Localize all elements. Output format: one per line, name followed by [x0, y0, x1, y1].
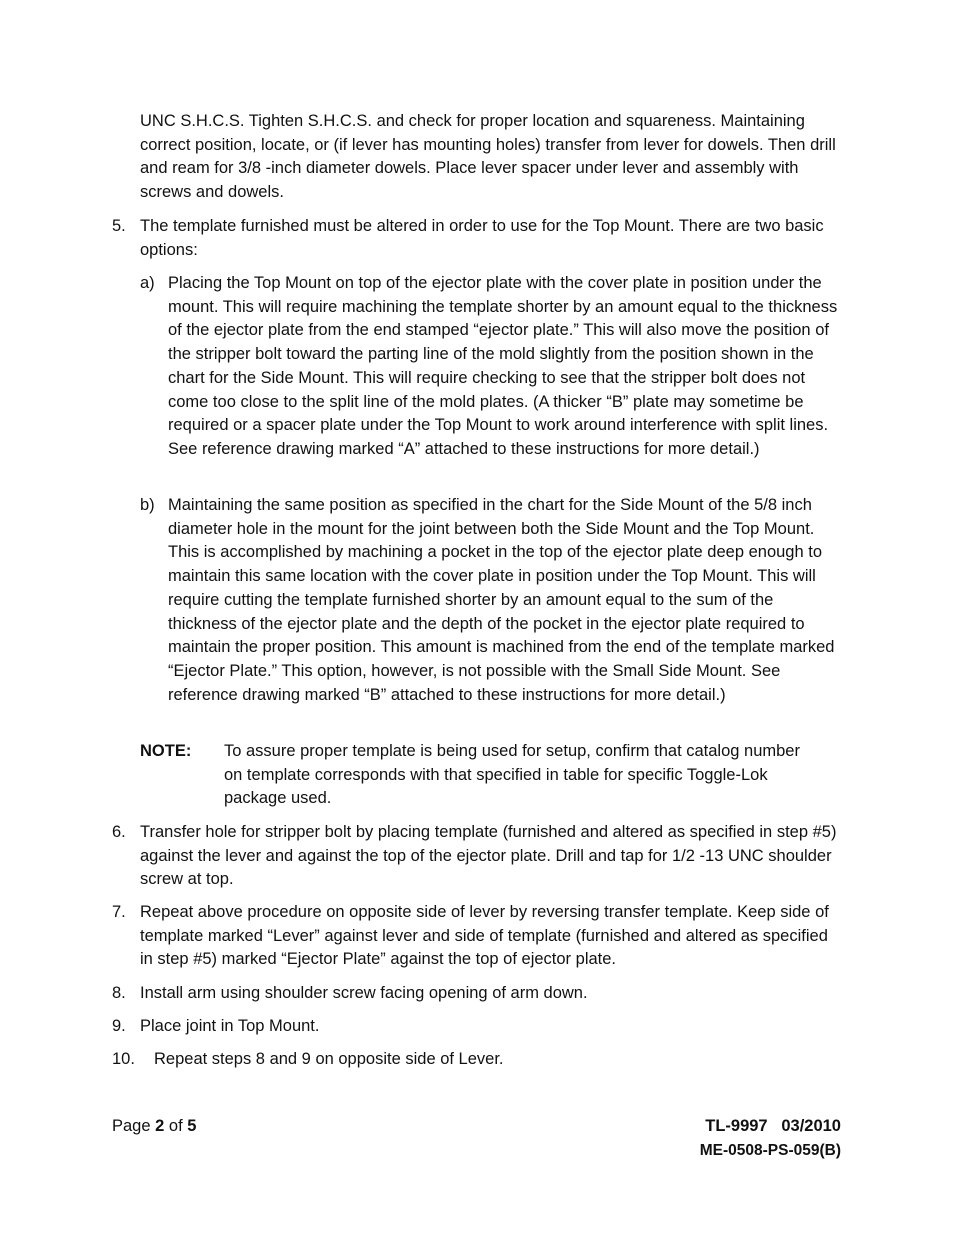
- page-number: [112, 1115, 196, 1139]
- note-text: To assure proper template is being used for setup, confirm that catalog number on template corresponds with that specified in table for specific Toggle-Lok package used.: [224, 742, 800, 808]
- doc-ref: ME-0508-PS-059(B): [699, 1141, 841, 1159]
- step-text: Place joint in Top Mount.: [140, 1017, 320, 1035]
- step-text: Repeat steps 8 and 9 on opposite side of Lever.: [154, 1050, 504, 1068]
- page-of: of: [164, 1117, 188, 1135]
- step-number: 10.: [112, 1050, 135, 1068]
- step-text: Install arm using shoulder screw facing opening of arm down.: [140, 984, 588, 1002]
- step-number: 5.: [112, 217, 126, 235]
- document-reference: [700, 1115, 841, 1162]
- option-text: Maintaining the same position as specified in the chart for the Side Mount of the 5/8 inch diameter hole in the mount for the joint between both the Side Mount and the Top Mount. This is accomplished by machining a pocket in the top of the ejector plate deep enough to maintain this same location with the cover plate in position under the Top Mount. This will require cutting the template furnished shorter by an amount equal to the sum of the thickness of the ejector plate and the depth of the pocket in the ejector plate required to maintain the proper position. This amount is machined from the end of the template marked “Ejector Plate.” This option, however, is not possible with the Small Side Mount. See reference drawing marked “B” attached to these instructions for more detail.): [168, 496, 835, 704]
- option-label: a): [140, 274, 155, 292]
- page-current: 2: [155, 1117, 165, 1135]
- step-text: Transfer hole for stripper bolt by placing template (furnished and altered as specified in step #5) against the lever and against the top of the ejector plate. Drill and tap for 1/2 -13 UNC shoulder screw at top.: [140, 823, 837, 889]
- step-number: 7.: [112, 903, 126, 921]
- step-number: 6.: [112, 823, 126, 841]
- step-text: The template furnished must be altered in order to use for the Top Mount. There are two basic options:: [140, 217, 824, 259]
- page-prefix: Page: [112, 1117, 156, 1135]
- note-label: NOTE:: [140, 742, 192, 760]
- option-label: b): [140, 496, 155, 514]
- doc-code: TL-9997 03/2010: [705, 1117, 841, 1135]
- step-number: 9.: [112, 1017, 126, 1035]
- step-number: 8.: [112, 984, 126, 1002]
- page-total: 5: [187, 1117, 197, 1135]
- option-text: Placing the Top Mount on top of the ejector plate with the cover plate in position under the mount. This will require machining the template shorter by an amount equal to the thickness of the ejector plate from the end stamped “ejector plate.” This will also move the position of the stripper bolt toward the parting line of the mold slightly from the position shown in the chart for the Side Mount. This will require checking to see that the stripper bolt does not come too close to the split line of the mold plates. (A thicker “B” plate may sometime be required or a spacer plate under the Top Mount to work around interference with split lines. See reference drawing marked “A” attached to these instructions for more detail.): [168, 274, 838, 458]
- step-text: Repeat above procedure on opposite side of lever by reversing transfer template. Keep side of template marked “Lever” against lever and side of template (furnished and altered as specified in step #5) marked “Ejector Plate” against the top of ejector plate.: [140, 903, 829, 969]
- continuation-paragraph: UNC S.H.C.S. Tighten S.H.C.S. and check for proper location and squareness. Maintaining correct position, locate, or (if lever has mounting holes) transfer from lever for dowels. Then drill and ream for 3/8 -inch diameter dowels. Place lever spacer under lever and assembly with screws and dowels.: [140, 112, 836, 202]
